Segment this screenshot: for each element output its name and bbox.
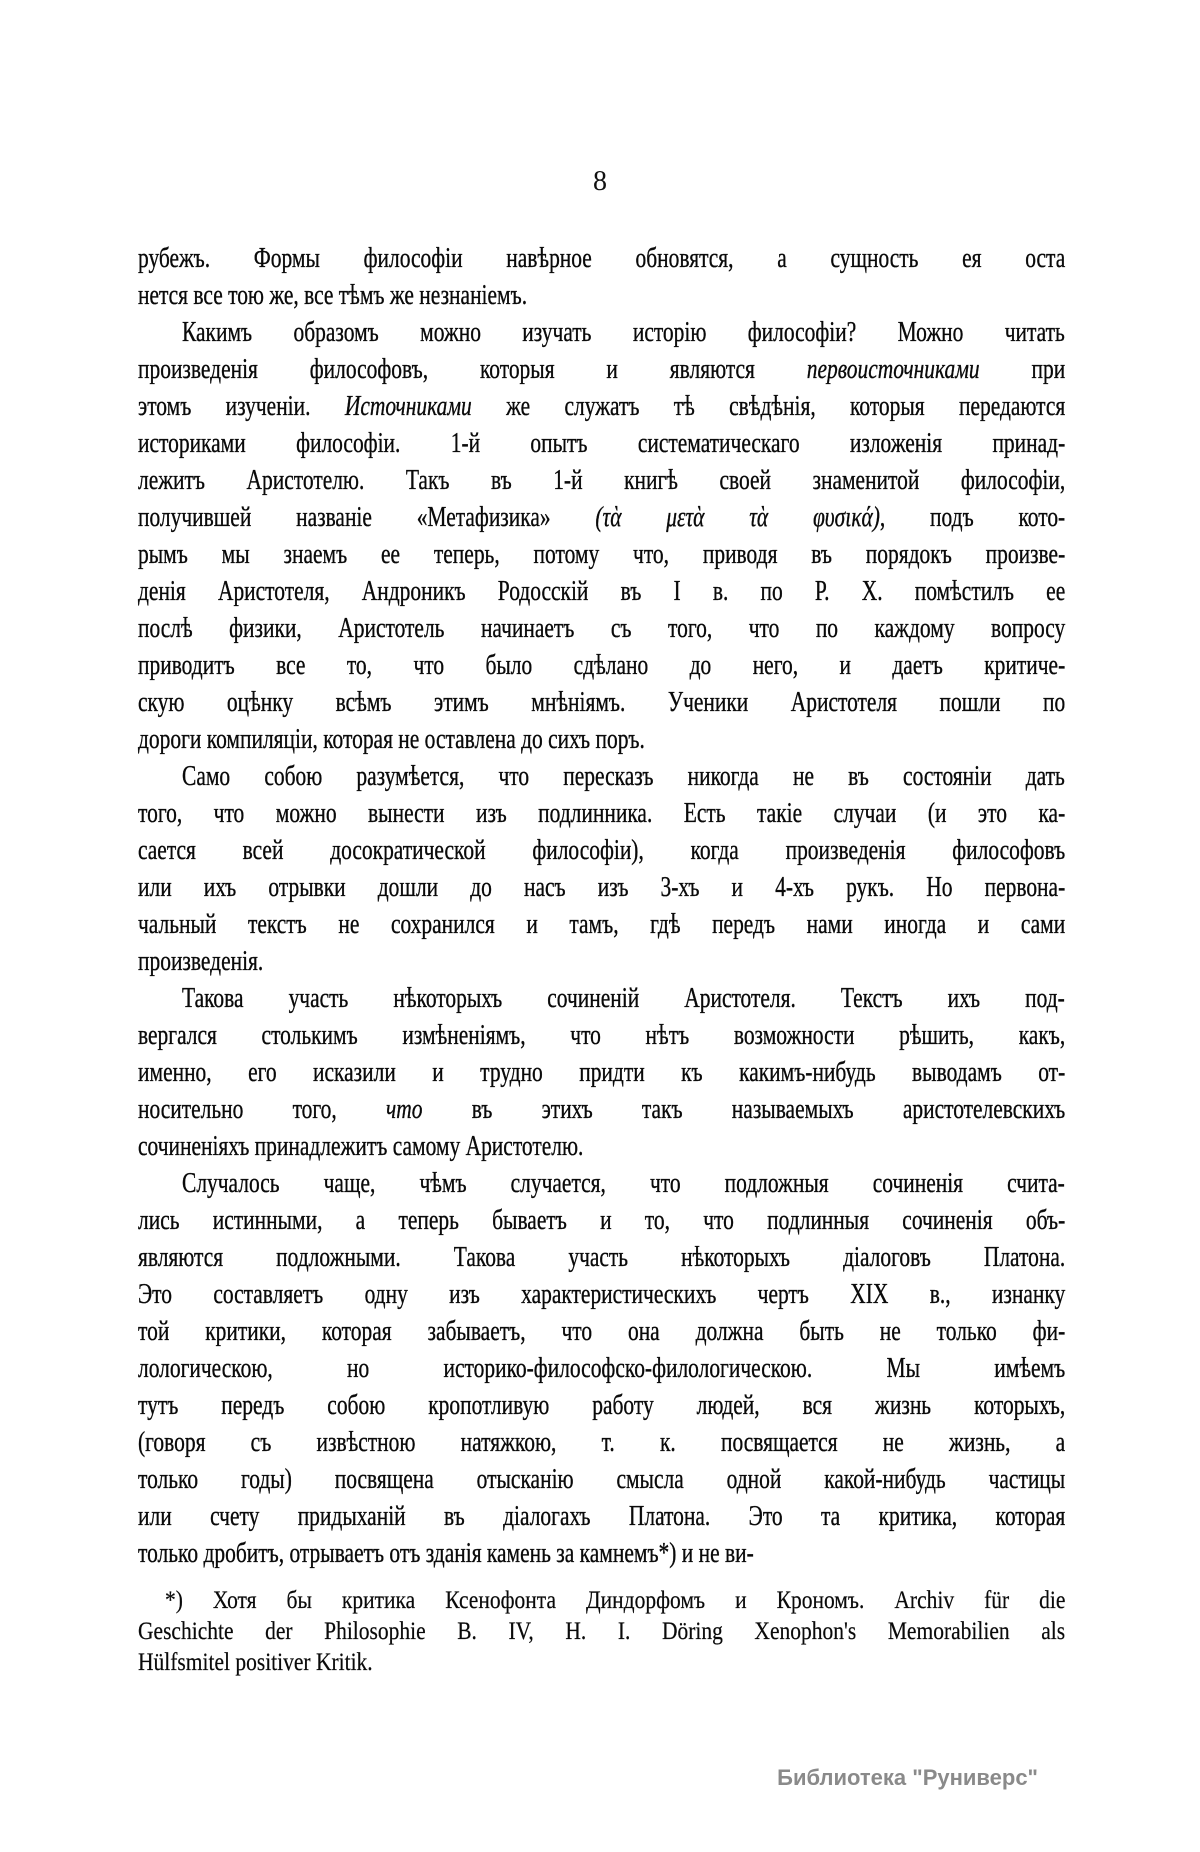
- text-line: [138, 1017, 1065, 1053]
- text-segment: приводитъ все то, что было сдѣлано до него, и даетъ критиче-: [138, 649, 1066, 681]
- text-segment: чальный текстъ не сохранился и тамъ, гдѣ передъ нами иногда и сами: [138, 908, 1066, 940]
- text-segment: скую оцѣнку всѣмъ этимъ мнѣніямъ. Ученики Аристотеля пошли по: [138, 686, 1066, 718]
- text-line: [138, 351, 1065, 387]
- text-segment: являются подложными. Такова участь нѣкоторыхъ діалоговъ Платона.: [138, 1241, 1066, 1273]
- text-segment: нется все тою же, все тѣмъ же незнаніемъ.: [138, 279, 528, 311]
- footnote-line: [138, 1647, 1065, 1678]
- text-segment: денія Аристотеля, Андроникъ Родосскій въ I в. по Р. X. помѣстилъ ее: [138, 575, 1066, 607]
- text-segment: Такова участь нѣкоторыхъ сочиненій Аристотеля. Текстъ ихъ под-: [182, 982, 1065, 1014]
- text-line: [138, 1535, 1065, 1571]
- text-segment: этомъ изученіи.: [138, 390, 345, 422]
- footnote-line: [165, 1585, 1065, 1616]
- text-line: [138, 943, 1065, 979]
- text-line: [138, 906, 1065, 942]
- text-line: [138, 536, 1065, 572]
- text-line: [138, 277, 1065, 313]
- text-line: [138, 869, 1065, 905]
- text-segment: Geschichte der Philosophie B. IV, H. I. Döring Xenophon's Memorabilien als: [138, 1618, 1066, 1645]
- text-segment: лологическою, но историко-философско-филологическою. Мы имѣемъ: [138, 1352, 1066, 1384]
- text-segment: въ этихъ такъ называемыхъ аристотелевскихъ: [422, 1093, 1066, 1125]
- text-line: [138, 1239, 1065, 1275]
- text-line: [138, 647, 1065, 683]
- text-segment: , подъ кото-: [879, 501, 1066, 533]
- page-number: 8: [593, 166, 607, 197]
- text-segment: Это составляетъ одну изъ характеристическихъ чертъ XIX в., изнанку: [138, 1278, 1066, 1310]
- text-line: [138, 1313, 1065, 1349]
- italic-text: первоисточниками: [806, 353, 980, 385]
- italic-text: что: [386, 1093, 423, 1125]
- text-segment: Какимъ образомъ можно изучать исторію философіи? Можно читать: [182, 316, 1065, 348]
- text-line: [138, 610, 1065, 646]
- text-segment: носительно того,: [138, 1093, 387, 1125]
- text-line: [138, 462, 1065, 498]
- text-segment: того, что можно вынести изъ подлинника. Есть такіе случаи (и это ка-: [138, 797, 1066, 829]
- text-segment: произведенія философовъ, которыя и являются: [138, 353, 807, 385]
- text-segment: (говоря съ извѣстною натяжкою, т. к. посвящается не жизнь, а: [138, 1426, 1066, 1458]
- text-line: [138, 1128, 1065, 1164]
- text-segment: произведенія.: [138, 945, 264, 977]
- text-segment: получившей названіе «Метафизика»: [138, 501, 596, 533]
- library-watermark: Библиотека "Руниверс": [777, 1765, 1038, 1790]
- footnote-line: [138, 1616, 1065, 1647]
- text-segment: сается всей досократической философіи), когда произведенія философовъ: [138, 834, 1066, 866]
- text-segment: именно, его исказили и трудно придти къ какимъ-нибудь выводамъ от-: [138, 1056, 1066, 1088]
- text-line: [182, 758, 1065, 794]
- text-segment: только дробитъ, отрываетъ отъ зданія камень за камнемъ*) и не ви-: [138, 1537, 754, 1569]
- text-line: [138, 795, 1065, 831]
- text-line: [138, 1350, 1065, 1386]
- text-line: [138, 573, 1065, 609]
- text-segment: или счету придыханій въ діалогахъ Платона. Это та критика, которая: [138, 1500, 1066, 1532]
- text-segment: сочиненіяхъ принадлежитъ самому Аристотелю.: [138, 1130, 584, 1162]
- text-line: [182, 980, 1065, 1016]
- italic-text: (τὰ μετὰ τὰ φυσικά): [595, 501, 880, 533]
- text-line: [138, 1054, 1065, 1090]
- text-segment: при: [979, 353, 1066, 385]
- text-line: [138, 499, 1065, 535]
- text-line: [138, 1202, 1065, 1238]
- text-segment: рымъ мы знаемъ ее теперь, потому что, приводя въ порядокъ произве-: [138, 538, 1066, 570]
- text-line: [138, 240, 1065, 276]
- text-segment: Hülfsmitel positiver Kritik.: [138, 1649, 373, 1676]
- text-segment: Само собою разумѣется, что пересказъ никогда не въ состояніи дать: [182, 760, 1065, 792]
- text-line: [138, 832, 1065, 868]
- text-segment: *) Хотя бы критика Ксенофонта Диндорфомъ и Крономъ. Archiv für die: [165, 1587, 1066, 1614]
- text-line: [138, 425, 1065, 461]
- text-line: [182, 314, 1065, 350]
- text-segment: только годы) посвящена отысканію смысла одной какой-нибудь частицы: [138, 1463, 1066, 1495]
- text-line: [138, 721, 1065, 757]
- text-line: [138, 1424, 1065, 1460]
- text-segment: или ихъ отрывки дошли до насъ изъ 3-хъ и 4-хъ рукъ. Но первона-: [138, 871, 1066, 903]
- italic-text: Источниками: [344, 390, 472, 422]
- text-segment: дороги компиляціи, которая не оставлена до сихъ поръ.: [138, 723, 645, 755]
- text-line: [138, 1091, 1065, 1127]
- text-line: [138, 1498, 1065, 1534]
- text-line: [138, 684, 1065, 720]
- text-segment: рубежъ. Формы философіи навѣрное обновятся, а сущность ея оста: [138, 242, 1066, 274]
- text-segment: послѣ физики, Аристотель начинаетъ съ того, что по каждому вопросу: [138, 612, 1066, 644]
- text-segment: же служатъ тѣ свѣдѣнія, которыя передаются: [471, 390, 1066, 422]
- text-segment: тутъ передъ собою кропотливую работу людей, вся жизнь которыхъ,: [138, 1389, 1066, 1421]
- text-segment: вергался столькимъ измѣненіямъ, что нѣтъ возможности рѣшить, какъ,: [138, 1019, 1066, 1051]
- text-segment: лись истинными, а теперь бываетъ и то, что подлинныя сочиненія объ-: [138, 1204, 1066, 1236]
- text-segment: лежитъ Аристотелю. Такъ въ 1-й книгѣ своей знаменитой философіи,: [138, 464, 1066, 496]
- text-line: [138, 1461, 1065, 1497]
- text-line: [138, 1387, 1065, 1423]
- text-segment: историками философіи. 1-й опытъ систематическаго изложенія принад-: [138, 427, 1066, 459]
- text-line: [138, 388, 1065, 424]
- text-segment: Случалось чаще, чѣмъ случается, что подложныя сочиненія счита-: [182, 1167, 1065, 1199]
- text-segment: той критики, которая забываетъ, что она должна быть не только фи-: [138, 1315, 1066, 1347]
- text-line: [182, 1165, 1065, 1201]
- text-line: [138, 1276, 1065, 1312]
